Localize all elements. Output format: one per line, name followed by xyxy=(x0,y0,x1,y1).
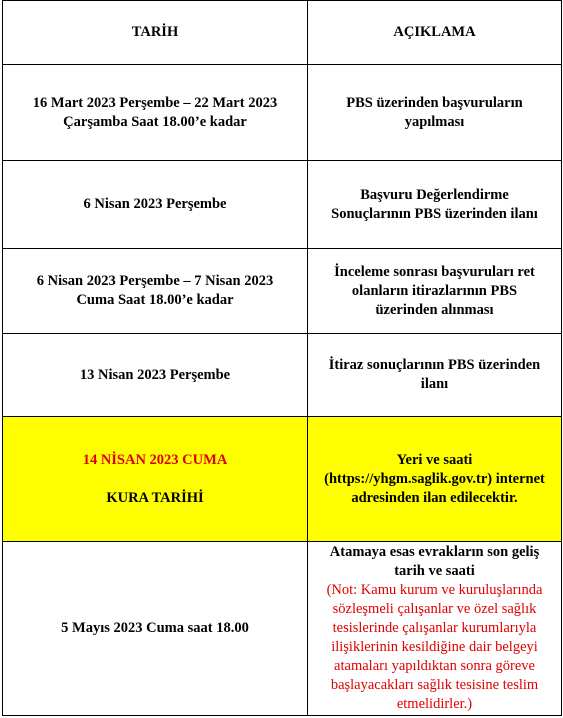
table-row-highlighted xyxy=(3,417,562,542)
date-cell xyxy=(3,161,308,249)
description-cell xyxy=(308,417,562,542)
description-line: PBS üzerinden başvuruların xyxy=(346,94,523,111)
note-line: atamaları yapıldıktan sonra göreve xyxy=(334,658,535,674)
description-line: Başvuru Değerlendirme xyxy=(360,186,509,203)
table-row xyxy=(3,65,562,161)
description-line: (https://yhgm.saglik.gov.tr) internet xyxy=(324,470,545,487)
date-cell xyxy=(3,334,308,417)
description-line: olanların itirazlarının PBS xyxy=(351,282,518,299)
table-row xyxy=(3,334,562,417)
lottery-date: 14 NİSAN 2023 CUMA xyxy=(82,451,228,468)
date-cell xyxy=(3,65,308,161)
description-title-line: Atamaya esas evrakların son geliş xyxy=(329,544,540,560)
header-date: TARİH xyxy=(3,1,308,65)
description-title-line: tarih ve saati xyxy=(394,563,475,579)
description-cell xyxy=(308,65,562,161)
description-line: Yeri ve saati xyxy=(396,451,473,468)
table-row xyxy=(3,161,562,249)
table-header-row xyxy=(3,1,562,65)
note-line: sözleşmeli çalışanlar ve özel sağlık xyxy=(332,601,537,617)
description-line: ilanı xyxy=(420,376,449,392)
note-line: etmelidirler.) xyxy=(396,696,473,712)
date-line: 6 Nisan 2023 Perşembe – 7 Nisan 2023 xyxy=(36,273,274,289)
description-line: üzerinden alınması xyxy=(375,301,494,318)
date-line: 6 Nisan 2023 Perşembe xyxy=(83,196,227,212)
date-line: 13 Nisan 2023 Perşembe xyxy=(79,366,231,383)
description-cell xyxy=(308,334,562,417)
lottery-date-label: KURA TARİHİ xyxy=(106,489,204,506)
note-line: tesislerinde çalışanlar kurumlarıyla xyxy=(332,620,537,636)
description-line: Sonuçlarının PBS üzerinden ilanı xyxy=(331,205,538,222)
description-line: adresinden ilan edilecektir. xyxy=(351,489,518,506)
date-line: Cuma Saat 18.00’e kadar xyxy=(76,292,234,308)
note-line: ilişiklerinin kesildiğine dair belgeyi xyxy=(331,639,538,655)
description-cell xyxy=(308,161,562,249)
date-cell xyxy=(3,542,308,716)
table-row xyxy=(3,249,562,334)
date-cell xyxy=(3,249,308,334)
description-cell xyxy=(308,542,562,716)
note-line: başlayacakları sağlık tesisine teslim xyxy=(330,677,539,693)
date-line: Çarşamba Saat 18.00’e kadar xyxy=(63,113,247,130)
description-line: İnceleme sonrası başvuruları ret xyxy=(334,263,535,280)
description-line: yapılması xyxy=(404,113,465,130)
description-cell xyxy=(308,249,562,334)
date-cell xyxy=(3,417,308,542)
description-line: İtiraz sonuçlarının PBS üzerinden xyxy=(328,357,541,373)
schedule-table xyxy=(2,0,562,716)
header-description: AÇIKLAMA xyxy=(308,1,562,65)
note-line: (Not: Kamu kurum ve kuruluşlarında xyxy=(326,582,543,598)
table-row xyxy=(3,542,562,716)
date-line: 5 Mayıs 2023 Cuma saat 18.00 xyxy=(61,620,249,636)
date-line: 16 Mart 2023 Perşembe – 22 Mart 2023 xyxy=(32,94,278,111)
